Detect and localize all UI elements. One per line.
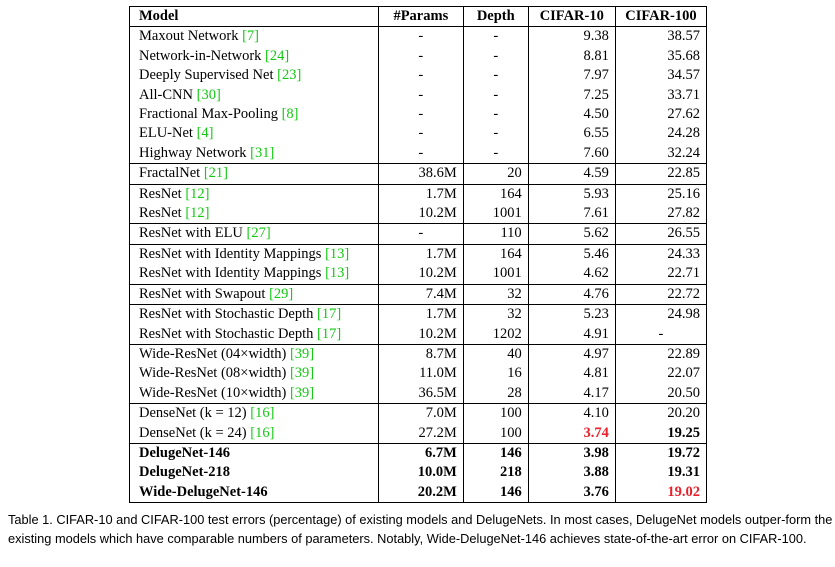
table-row xyxy=(130,244,707,264)
depth-cell: 164 xyxy=(463,184,528,204)
header-model: Model xyxy=(130,7,379,27)
model-name-cell xyxy=(130,144,379,164)
model-name-cell xyxy=(130,264,379,284)
table-row xyxy=(130,305,707,325)
depth-cell: - xyxy=(463,105,528,124)
cifar10-error-cell: 7.61 xyxy=(528,204,615,224)
citation-link[interactable]: [7] xyxy=(242,28,260,45)
cifar10-error-cell: 5.46 xyxy=(528,244,615,264)
params-cell: 8.7M xyxy=(378,344,463,364)
cifar10-error-cell: 5.93 xyxy=(528,184,615,204)
model-name: Wide-ResNet (10×width) xyxy=(139,384,290,401)
table-row xyxy=(130,404,707,424)
depth-cell: 146 xyxy=(463,483,528,503)
cifar10-error-cell: 4.59 xyxy=(528,164,615,184)
cifar10-error-cell: 7.25 xyxy=(528,86,615,105)
citation-link[interactable]: [29] xyxy=(269,285,294,302)
table-row xyxy=(130,184,707,204)
cifar100-error-cell: 19.25 xyxy=(615,424,706,444)
cifar100-error-cell: 22.85 xyxy=(615,164,706,184)
citation-link[interactable]: [27] xyxy=(246,225,271,242)
cifar10-error-cell: 3.98 xyxy=(528,443,615,463)
cifar10-error-cell: 6.55 xyxy=(528,124,615,143)
params-cell: 11.0M xyxy=(378,364,463,383)
params-cell: 38.6M xyxy=(378,164,463,184)
depth-cell: - xyxy=(463,27,528,47)
params-cell: 36.5M xyxy=(378,384,463,404)
cifar10-error-cell: 7.97 xyxy=(528,66,615,85)
model-name-cell xyxy=(130,284,379,304)
cifar100-error-cell: 26.55 xyxy=(615,224,706,244)
table-row xyxy=(130,384,707,404)
cifar10-error-cell: 4.17 xyxy=(528,384,615,404)
citation-link[interactable]: [31] xyxy=(250,144,275,161)
model-name: Wide-DelugeNet-146 xyxy=(139,483,268,500)
depth-cell: 100 xyxy=(463,404,528,424)
citation-link[interactable]: [17] xyxy=(317,325,342,342)
cifar100-error-cell: 22.71 xyxy=(615,264,706,284)
params-cell: - xyxy=(378,124,463,143)
params-cell: 10.2M xyxy=(378,264,463,284)
table-row xyxy=(130,164,707,184)
cifar10-error-cell: 4.10 xyxy=(528,404,615,424)
citation-link[interactable]: [16] xyxy=(250,424,275,441)
table-caption: Table 1. CIFAR-10 and CIFAR-100 test errors (percentage) of existing models and DelugeNets. In most cases, DelugeNet models outper-form the existing models which have comparable numbers of parameters. Notably, Wide-DelugeNet-146 achieves state-of-the-art error on CIFAR-100. xyxy=(8,512,833,546)
model-name-cell xyxy=(130,325,379,345)
cifar10-error-cell: 4.81 xyxy=(528,364,615,383)
model-name: ResNet with ELU xyxy=(139,225,247,242)
model-name: DelugeNet-218 xyxy=(139,464,231,481)
depth-cell: 32 xyxy=(463,284,528,304)
model-name: ResNet with Identity Mappings xyxy=(139,265,326,282)
depth-cell: - xyxy=(463,124,528,143)
table-row xyxy=(130,483,707,503)
model-name-cell xyxy=(130,224,379,244)
table-row xyxy=(130,204,707,224)
depth-cell: 1001 xyxy=(463,264,528,284)
depth-cell: - xyxy=(463,66,528,85)
model-name-cell xyxy=(130,27,379,47)
model-name-cell xyxy=(130,244,379,264)
cifar100-error-cell: 22.72 xyxy=(615,284,706,304)
model-name-cell xyxy=(130,105,379,124)
citation-link[interactable]: [16] xyxy=(250,405,275,422)
results-table xyxy=(129,6,707,503)
model-name-cell xyxy=(130,424,379,444)
cifar100-error-cell: 38.57 xyxy=(615,27,706,47)
citation-link[interactable]: [17] xyxy=(317,306,342,323)
params-cell: 7.4M xyxy=(378,284,463,304)
cifar100-error-cell: 34.57 xyxy=(615,66,706,85)
model-name-cell xyxy=(130,66,379,85)
model-name: All-CNN xyxy=(139,86,197,103)
depth-cell: 32 xyxy=(463,305,528,325)
model-name: ResNet xyxy=(139,205,186,222)
depth-cell: 164 xyxy=(463,244,528,264)
model-name-cell xyxy=(130,305,379,325)
table-row xyxy=(130,325,707,345)
header-cifar10: CIFAR-10 xyxy=(528,7,615,27)
table-row xyxy=(130,124,707,143)
citation-link[interactable]: [13] xyxy=(325,245,350,262)
citation-link[interactable]: [21] xyxy=(203,165,228,182)
cifar100-error-cell: 20.20 xyxy=(615,404,706,424)
params-cell: - xyxy=(378,224,463,244)
params-cell: 10.0M xyxy=(378,463,463,482)
params-cell: 1.7M xyxy=(378,184,463,204)
model-name: ResNet with Stochastic Depth xyxy=(139,306,318,323)
depth-cell: 20 xyxy=(463,164,528,184)
citation-link[interactable]: [39] xyxy=(289,365,315,382)
table-row xyxy=(130,144,707,164)
cifar10-error-cell: 4.62 xyxy=(528,264,615,284)
params-cell: 20.2M xyxy=(378,483,463,503)
citation-link[interactable]: [12] xyxy=(185,205,210,222)
table-body xyxy=(130,27,707,503)
cifar10-error-cell: 5.23 xyxy=(528,305,615,325)
cifar100-error-cell: 27.82 xyxy=(615,204,706,224)
model-name-cell xyxy=(130,86,379,105)
model-name: ResNet with Identity Mappings xyxy=(139,245,326,262)
model-name: DenseNet (k = 24) xyxy=(139,424,251,441)
model-name: Highway Network xyxy=(139,144,251,161)
model-name-cell xyxy=(130,184,379,204)
model-name-cell xyxy=(130,404,379,424)
citation-link[interactable]: [24] xyxy=(265,47,290,64)
params-cell: 7.0M xyxy=(378,404,463,424)
model-name: ResNet with Stochastic Depth xyxy=(139,325,318,342)
depth-cell: 40 xyxy=(463,344,528,364)
depth-cell: 218 xyxy=(463,463,528,482)
table-header-row xyxy=(130,7,707,27)
params-cell: 10.2M xyxy=(378,204,463,224)
cifar10-error-cell: 4.50 xyxy=(528,105,615,124)
cifar10-error-cell: 7.60 xyxy=(528,144,615,164)
cifar10-error-cell: 5.62 xyxy=(528,224,615,244)
depth-cell: 28 xyxy=(463,384,528,404)
params-cell: 1.7M xyxy=(378,244,463,264)
table-row xyxy=(130,463,707,482)
model-name-cell xyxy=(130,463,379,482)
cifar100-error-cell: 22.07 xyxy=(615,364,706,383)
table-row xyxy=(130,284,707,304)
header-params: #Params xyxy=(378,7,463,27)
table-row xyxy=(130,364,707,383)
cifar10-error-cell: 3.76 xyxy=(528,483,615,503)
model-name-cell xyxy=(130,384,379,404)
cifar100-error-cell: 22.89 xyxy=(615,344,706,364)
table-row xyxy=(130,424,707,444)
cifar100-error-cell: 27.62 xyxy=(615,105,706,124)
citation-link[interactable]: [13] xyxy=(325,265,350,282)
model-name-cell xyxy=(130,164,379,184)
params-cell: 10.2M xyxy=(378,325,463,345)
depth-cell: 16 xyxy=(463,364,528,383)
citation-link[interactable]: [4] xyxy=(196,125,214,142)
cifar100-error-cell: 33.71 xyxy=(615,86,706,105)
model-name: DenseNet (k = 12) xyxy=(139,405,251,422)
citation-link[interactable]: [39] xyxy=(289,384,315,401)
params-cell: 27.2M xyxy=(378,424,463,444)
table-row xyxy=(130,105,707,124)
cifar10-error-cell: 8.81 xyxy=(528,47,615,66)
table-row xyxy=(130,344,707,364)
header-cifar100: CIFAR-100 xyxy=(615,7,706,27)
table-row xyxy=(130,224,707,244)
params-cell: - xyxy=(378,27,463,47)
header-depth: Depth xyxy=(463,7,528,27)
params-cell: - xyxy=(378,47,463,66)
cifar10-error-cell: 4.76 xyxy=(528,284,615,304)
model-name-cell xyxy=(130,344,379,364)
model-name-cell xyxy=(130,483,379,503)
citation-link[interactable]: [39] xyxy=(289,345,315,362)
citation-link[interactable]: [23] xyxy=(277,67,302,84)
citation-link[interactable]: [8] xyxy=(281,106,299,123)
depth-cell: 1202 xyxy=(463,325,528,345)
params-cell: 6.7M xyxy=(378,443,463,463)
cifar100-error-cell: 35.68 xyxy=(615,47,706,66)
table-row xyxy=(130,47,707,66)
cifar100-error-cell: 24.98 xyxy=(615,305,706,325)
table-row xyxy=(130,27,707,47)
model-name: Maxout Network xyxy=(139,28,243,45)
params-cell: 1.7M xyxy=(378,305,463,325)
table-row xyxy=(130,66,707,85)
table-row xyxy=(130,264,707,284)
cifar100-error-cell: - xyxy=(615,325,706,345)
depth-cell: - xyxy=(463,86,528,105)
cifar10-error-cell: 4.91 xyxy=(528,325,615,345)
depth-cell: 146 xyxy=(463,443,528,463)
params-cell: - xyxy=(378,144,463,164)
model-name: Wide-ResNet (08×width) xyxy=(139,365,290,382)
model-name-cell xyxy=(130,124,379,143)
cifar100-error-cell: 19.02 xyxy=(615,483,706,503)
model-name: FractalNet xyxy=(139,165,204,182)
model-name: DelugeNet-146 xyxy=(139,444,231,461)
model-name-cell xyxy=(130,364,379,383)
model-name: ResNet xyxy=(139,185,186,202)
cifar10-error-cell: 4.97 xyxy=(528,344,615,364)
model-name: Network-in-Network xyxy=(139,47,266,64)
model-name: ResNet with Swapout xyxy=(139,285,270,302)
cifar100-error-cell: 19.72 xyxy=(615,443,706,463)
params-cell: - xyxy=(378,105,463,124)
table-row xyxy=(130,443,707,463)
citation-link[interactable]: [30] xyxy=(196,86,221,103)
citation-link[interactable]: [12] xyxy=(185,185,210,202)
cifar10-error-cell: 3.88 xyxy=(528,463,615,482)
depth-cell: - xyxy=(463,144,528,164)
model-name-cell xyxy=(130,204,379,224)
params-cell: - xyxy=(378,66,463,85)
model-name: ELU-Net xyxy=(139,125,197,142)
cifar100-error-cell: 32.24 xyxy=(615,144,706,164)
table-row xyxy=(130,86,707,105)
model-name: Wide-ResNet (04×width) xyxy=(139,345,290,362)
cifar100-error-cell: 24.33 xyxy=(615,244,706,264)
model-name-cell xyxy=(130,443,379,463)
cifar100-error-cell: 20.50 xyxy=(615,384,706,404)
cifar10-error-cell: 3.74 xyxy=(528,424,615,444)
cifar100-error-cell: 24.28 xyxy=(615,124,706,143)
depth-cell: 100 xyxy=(463,424,528,444)
depth-cell: - xyxy=(463,47,528,66)
model-name: Fractional Max-Pooling xyxy=(139,106,282,123)
cifar100-error-cell: 25.16 xyxy=(615,184,706,204)
model-name-cell xyxy=(130,47,379,66)
cifar10-error-cell: 9.38 xyxy=(528,27,615,47)
depth-cell: 110 xyxy=(463,224,528,244)
model-name: Deeply Supervised Net xyxy=(139,67,278,84)
params-cell: - xyxy=(378,86,463,105)
cifar100-error-cell: 19.31 xyxy=(615,463,706,482)
depth-cell: 1001 xyxy=(463,204,528,224)
